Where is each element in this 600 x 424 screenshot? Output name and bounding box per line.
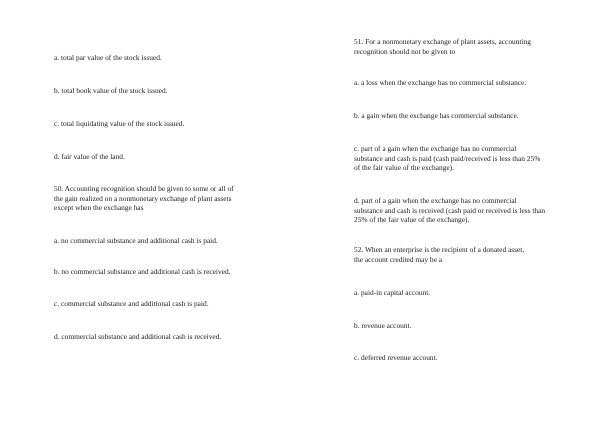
- option-51-b: [354, 111, 566, 121]
- option-text: c. deferred revenue account.: [354, 353, 438, 362]
- option-50-b: [54, 267, 286, 277]
- question-line: 52. When an enterprise is the recipient of a donated asset,: [354, 245, 525, 254]
- option-prev-d: [54, 152, 286, 162]
- option-text: b. revenue account.: [354, 321, 412, 330]
- option-text: substance and cash is paid (cash paid/received is less than 25%: [354, 153, 541, 163]
- option-text: d. part of a gain when the exchange has no commercial: [354, 196, 517, 205]
- option-text: a. a loss when the exchange has no commercial substance.: [354, 78, 527, 87]
- option-text: 25% of the fair value of the exchange).: [354, 215, 470, 225]
- option-52-b: [354, 321, 566, 331]
- option-52-c: [354, 353, 566, 363]
- question-52: [354, 245, 566, 264]
- option-text: a. paid-in capital account.: [354, 288, 431, 297]
- option-prev-b: [54, 86, 286, 96]
- question-50: [54, 184, 286, 213]
- option-50-a: [54, 236, 286, 246]
- question-51: [354, 37, 566, 56]
- option-text: c. commercial substance and additional cash is paid.: [54, 299, 209, 308]
- question-line: the gain realized on a nonmonetary exchange of plant assets: [54, 193, 232, 203]
- option-50-c: [54, 299, 286, 309]
- question-line: recognition should not be given to: [354, 46, 456, 56]
- option-51-c: [354, 144, 566, 173]
- option-text: b. no commercial substance and additional cash is received.: [54, 267, 231, 276]
- option-prev-a: [54, 53, 286, 63]
- option-text: c. part of a gain when the exchange has no commercial: [354, 144, 517, 153]
- question-line: the account credited may be a: [354, 254, 443, 264]
- option-text: a. total par value of the stock issued.: [54, 53, 162, 62]
- option-51-d: [354, 196, 566, 225]
- option-text: c. total liquidating value of the stock issued.: [54, 119, 185, 128]
- question-line: except when the exchange has: [54, 203, 144, 213]
- option-52-a: [354, 288, 566, 298]
- option-text: a. no commercial substance and additional cash is paid.: [54, 236, 218, 245]
- question-line: 51. For a nonmonetary exchange of plant assets, accounting: [354, 37, 531, 46]
- option-text: substance and cash is received (cash paid or received is less than: [354, 205, 546, 215]
- option-text: of the fair value of the exchange).: [354, 163, 454, 173]
- option-text: b. a gain when the exchange has commercial substance.: [354, 111, 519, 120]
- question-line: 50. Accounting recognition should be given to some or all of: [54, 184, 234, 193]
- option-51-a: [354, 78, 566, 88]
- option-text: d. fair value of the land.: [54, 152, 125, 161]
- option-prev-c: [54, 119, 286, 129]
- option-text: d. commercial substance and additional cash is received.: [54, 332, 222, 341]
- option-50-d: [54, 332, 286, 342]
- option-text: b. total book value of the stock issued.: [54, 86, 168, 95]
